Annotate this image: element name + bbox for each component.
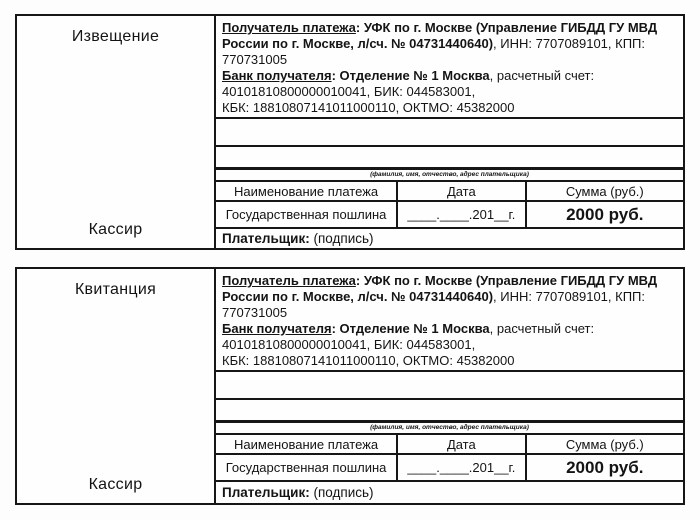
payment-table-header [216, 435, 683, 455]
section-receipt [15, 267, 685, 505]
bank-details: , расчетный счет: 40101810800000010041, БИК: 044583001, [222, 68, 595, 99]
bank-colon: : [331, 68, 340, 83]
bank-label: Банк получателя [222, 321, 332, 336]
header-cell-amount: Сумма (руб.) [565, 183, 644, 199]
payer-label: Плательщик: [222, 485, 310, 500]
payee-details: , ИНН: 7707089101, КПП: 770731005 [222, 289, 645, 320]
cell-date-blank: ____.____.201__г. [398, 455, 526, 480]
bank-line [222, 68, 677, 100]
kbk-line: КБК: 18810807141011000110, ОКТМО: 45382000 [222, 353, 515, 368]
bank-colon: : [331, 321, 340, 336]
payment-details-block [216, 269, 683, 372]
bank-name: Отделение № 1 Москва [339, 68, 490, 83]
payee-label: Получатель платежа [222, 273, 356, 288]
notice-left-column [17, 16, 216, 248]
blank-payer-line-2 [216, 147, 683, 167]
bank-details: , расчетный счет: 40101810800000010041, БИК: 044583001, [222, 321, 595, 352]
blank-payer-line-2 [216, 400, 683, 420]
cashier-label: Кассир [88, 476, 143, 493]
section-type-label: Извещение [71, 28, 160, 45]
bank-label: Банк получателя [222, 68, 332, 83]
header-cell-date: Дата [398, 182, 526, 200]
payee-line [222, 273, 677, 321]
payee-label: Получатель платежа [222, 20, 356, 35]
bank-name: Отделение № 1 Москва [339, 321, 490, 336]
payee-details: , ИНН: 7707089101, КПП: 770731005 [222, 36, 645, 67]
payee-line [222, 20, 677, 68]
cell-amount: 2000 руб. [566, 204, 644, 224]
signature-hint: (подпись) [309, 231, 374, 246]
payer-signature-row [216, 482, 683, 503]
header-cell-payment-name: Наименование платежа [216, 435, 398, 453]
cell-payment-name: Государственная пошлина [216, 455, 398, 480]
blank-payer-line-1 [216, 372, 683, 400]
header-cell-amount: Сумма (руб.) [565, 436, 644, 452]
payment-table-row [216, 455, 683, 482]
payer-info-hint: (фамилия, имя, отчество, адрес плательщика) [216, 167, 683, 182]
payer-label: Плательщик: [222, 231, 310, 246]
payment-table-header [216, 182, 683, 202]
header-cell-payment-name: Наименование платежа [216, 182, 398, 200]
payer-signature-row [216, 229, 683, 248]
payment-table-row [216, 202, 683, 229]
receipt-left-column [17, 269, 216, 503]
cell-amount: 2000 руб. [566, 457, 644, 477]
payer-info-hint: (фамилия, имя, отчество, адрес плательщика) [216, 420, 683, 435]
payee-name: УФК по г. Москве (Управление ГИБДД ГУ МВД России по г. Москве, л/сч. № 04731440640) [222, 273, 658, 304]
cell-date-blank: ____.____.201__г. [398, 202, 526, 227]
cashier-label: Кассир [88, 221, 143, 238]
section-type-label: Квитанция [74, 281, 157, 298]
payment-details-block [216, 16, 683, 119]
kbk-line: КБК: 18810807141011000110, ОКТМО: 45382000 [222, 100, 515, 115]
header-cell-date: Дата [398, 435, 526, 453]
bank-line [222, 321, 677, 353]
cell-payment-name: Государственная пошлина [216, 202, 398, 227]
payee-colon: : [355, 20, 364, 35]
section-notice [15, 14, 685, 250]
receipt-right-column [216, 269, 683, 503]
blank-payer-line-1 [216, 119, 683, 147]
signature-hint: (подпись) [309, 485, 374, 500]
payee-colon: : [355, 273, 364, 288]
payee-name: УФК по г. Москве (Управление ГИБДД ГУ МВД России по г. Москве, л/сч. № 04731440640) [222, 20, 658, 51]
notice-right-column [216, 16, 683, 248]
